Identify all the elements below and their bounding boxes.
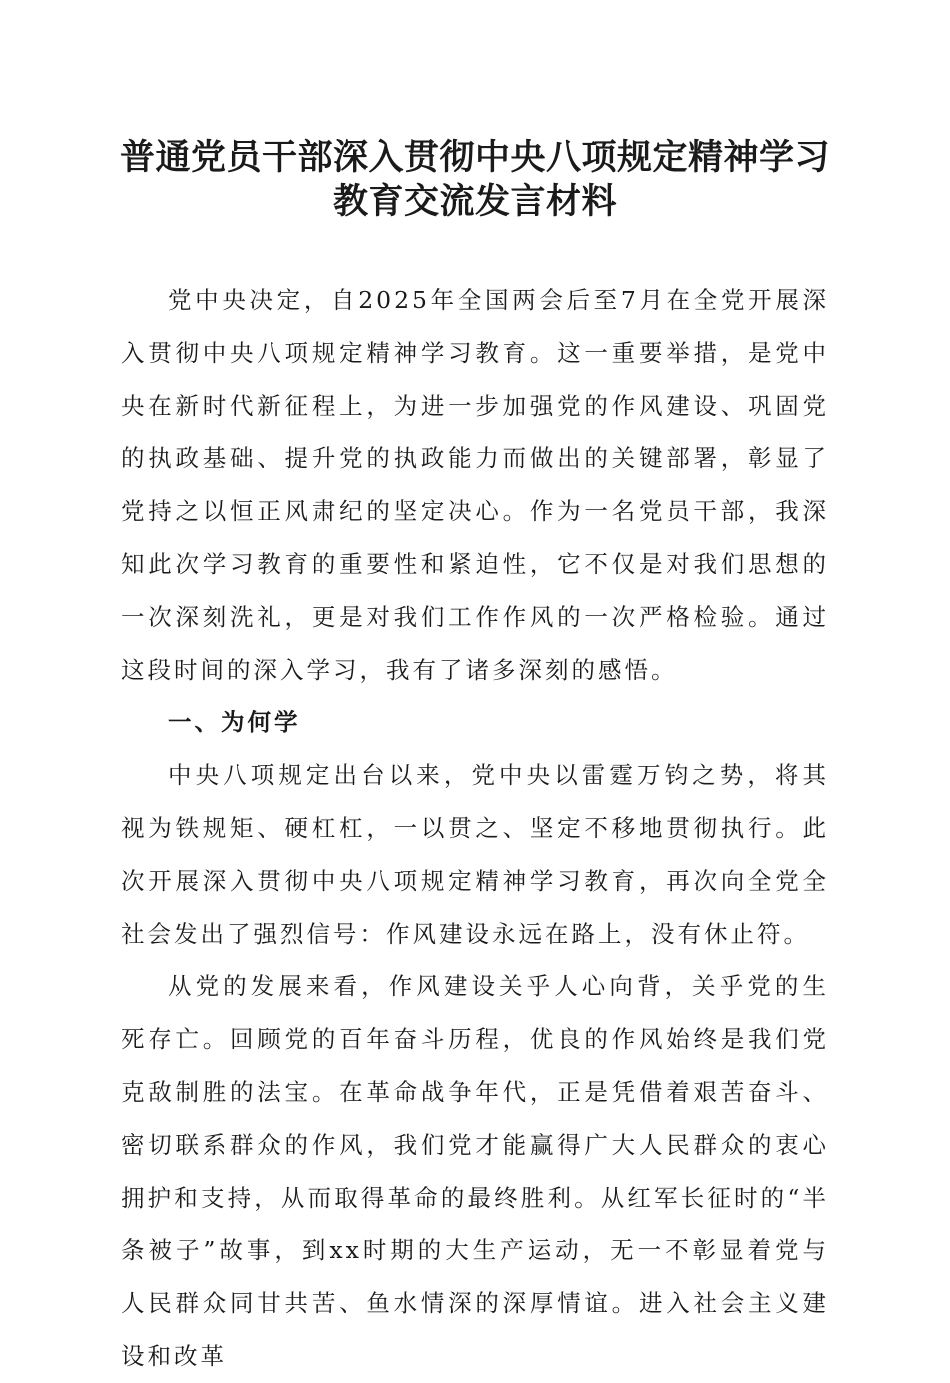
body-paragraph-eight-rules: 中央八项规定出台以来，党中央以雷霆万钧之势，将其视为铁规矩、硬杠杠，一以贯之、坚定不移地贯彻执行。此次开展深入贯彻中央八项规定精神学习教育，再次向全党全社会发出了强烈信号：作风建设永远在路上，没有休止符。 [121,761,829,948]
document-title-line-1: 普通党员干部深入贯彻中央八项规定精神学习 [119,137,830,178]
document-body [121,274,829,1383]
body-paragraph-intro: 党中央决定，自2025年全国两会后至7月在全党开展深入贯彻中央八项规定精神学习教育。这一重要举措，是党中央在新时代新征程上，为进一步加强党的作风建设、巩固党的执政基础、提升党的执政能力而做出的关键部署，彰显了党持之以恒正风肃纪的坚定决心。作为一名党员干部，我深知此次学习教育的重要性和紧迫性，它不仅是对我们思想的一次深刻洗礼，更是对我们工作作风的一次严格检验。通过这段时间的深入学习，我有了诸多深刻的感悟。 [121,286,829,684]
document-title-line-2: 教育交流发言材料 [332,181,617,222]
body-paragraph-party-development: 从党的发展来看，作风建设关乎人心向背，关乎党的生死存亡。回顾党的百年奋斗历程，优良的作风始终是我们党克敌制胜的法宝。在革命战争年代，正是凭借着艰苦奋斗、密切联系群众的作风，我们党才能赢得广大人民群众的衷心拥护和支持，从而取得革命的最终胜利。从红军长征时的“半条被子”故事，到xx时期的大生产运动，无一不彰显着党与人民群众同甘共苦、鱼水情深的深厚情谊。进入社会主义建设和改革 [121,972,829,1370]
section-heading-why-study: 一、为何学 [168,708,301,737]
